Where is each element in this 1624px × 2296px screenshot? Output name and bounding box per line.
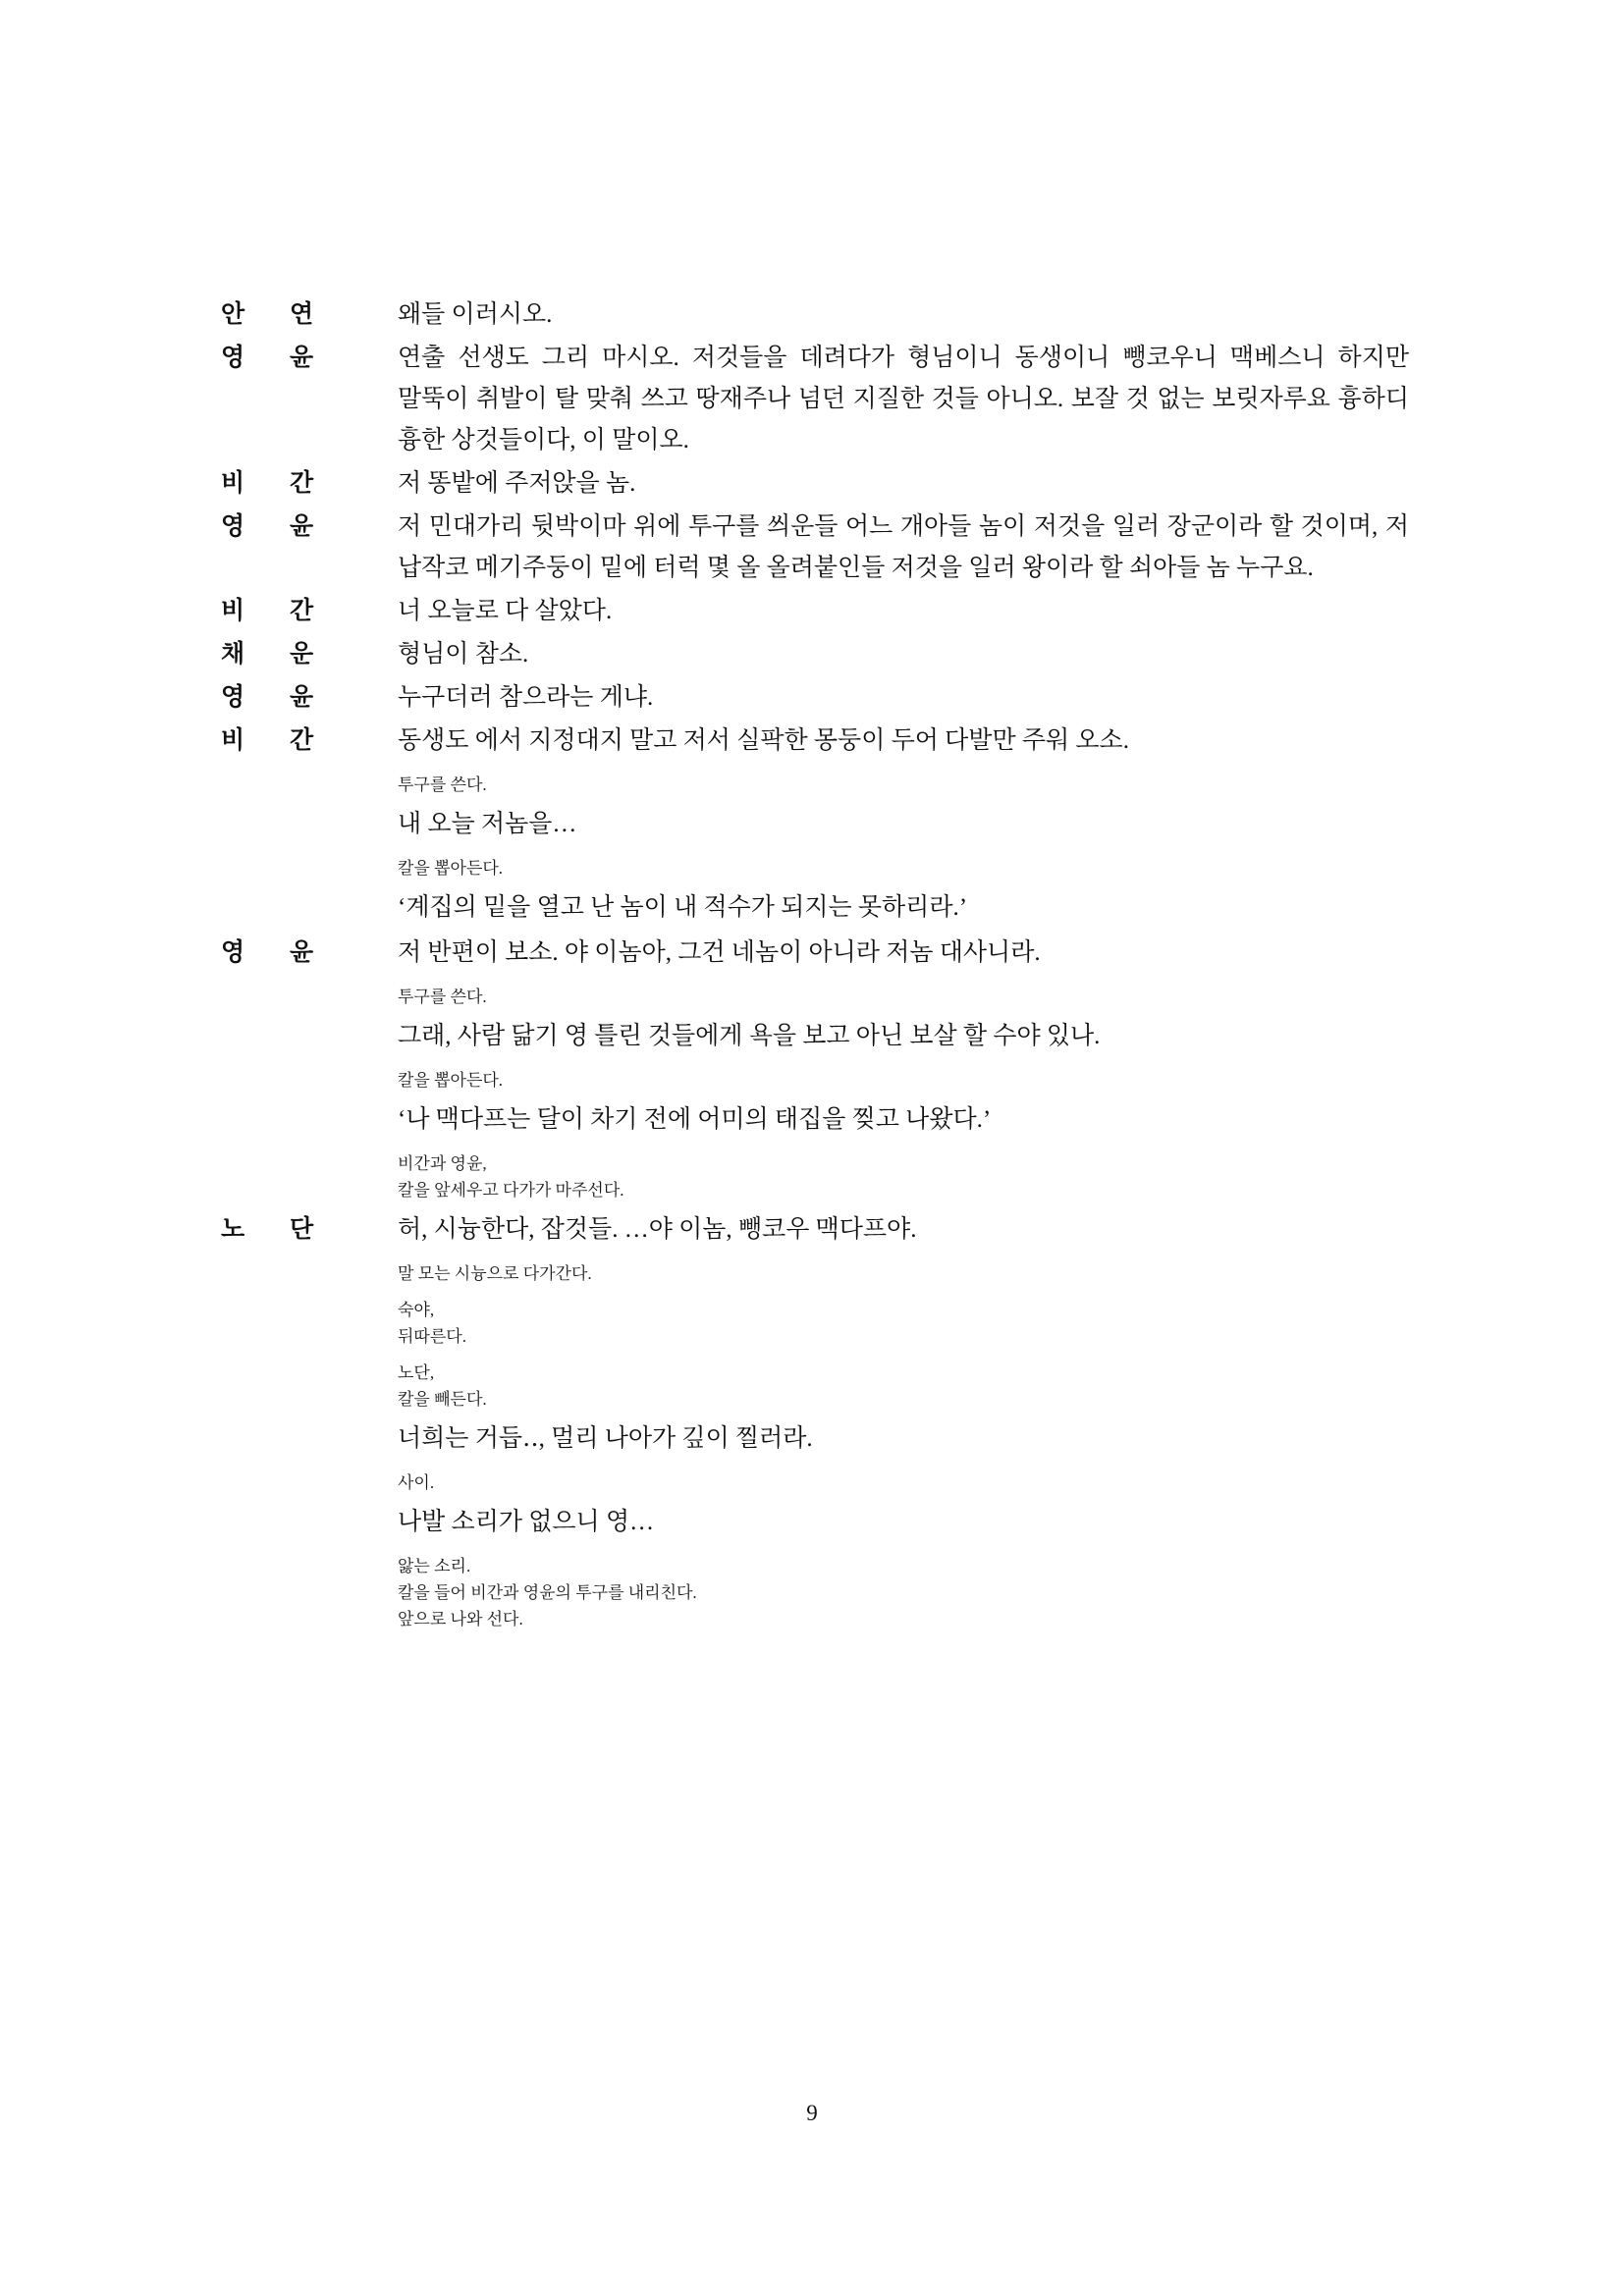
stage-direction [398,1360,1409,1413]
dialogue-text: 동생도 에서 지정대지 말고 저서 실팍한 몽둥이 두어 다발만 주워 오소. [398,727,1129,754]
dialogue-text: 저 똥밭에 주저앉을 놈. [398,470,636,497]
speaker-name [221,933,398,974]
speaker-syllable-2: 윤 [290,513,314,540]
dialogue-text: 허, 시늉한다, 잡것들. …야 이놈, 뺑코우 맥다프야. [398,1216,917,1243]
dialogue-text: 저 민대가리 뒷박이마 위에 투구를 씌운들 어느 개아들 놈이 저것을 일러 장군이라 할 것이며, 저 납작코 메기주둥이 밑에 터럭 몇 올 올려붙인들 저것을 일러 왕이라 할 쇠아들 놈 누구요. [398,513,1409,581]
dialogue-text: ‘계집의 밑을 열고 난 놈이 내 적수가 되지는 못하리라.’ [398,894,968,921]
stage-direction-line: 숙야, [398,1301,435,1319]
speaker-syllable-2: 운 [290,641,314,667]
stage-direction-line: 앞으로 나와 선다. [398,1610,523,1629]
dialogue-row [221,591,1409,632]
stage-direction [398,1297,1409,1350]
stage-direction-line: 칼을 뽑아든다. [398,859,504,878]
speaker-syllable-2: 윤 [290,345,314,371]
stage-direction-line: 칼을 앞세우고 다가가 마주선다. [398,1181,624,1200]
dialogue-text: 저 반편이 보소. 야 이놈아, 그건 네놈이 아니라 저놈 대사니라. [398,939,1041,966]
speaker-syllable-1: 비 [221,598,245,624]
speaker-syllable-1: 영 [221,684,245,711]
dialogue-row [221,463,1409,505]
stage-direction-line: 칼을 빼든다. [398,1390,487,1409]
speaker-syllable-2: 간 [290,598,314,624]
stage-direction [398,855,1409,881]
stage-direction-line: 말 모는 시늉으로 다가간다. [398,1264,592,1283]
speaker-syllable-1: 비 [221,470,245,497]
dialogue-row [221,721,1409,762]
speaker-syllable-1: 영 [221,939,245,966]
stage-direction [398,1067,1409,1094]
speaker-syllable-2: 연 [290,301,314,328]
dialogue-text: 누구더러 참으라는 게냐. [398,684,654,711]
stage-direction [398,772,1409,798]
stage-direction-line: 투구를 쓴다. [398,988,487,1006]
dialogue-row [221,338,1409,461]
script-body [221,294,1409,1638]
speaker-name [221,463,398,505]
stage-direction-line: 칼을 들어 비간과 영윤의 투구를 내리친다. [398,1583,697,1602]
speaker-name [221,338,398,379]
dialogue-row [221,294,1409,336]
dialogue-text: 그래, 사람 닮기 영 틀린 것들에게 욕을 보고 아닌 보살 할 수야 있나. [398,1023,1101,1049]
speaker-syllable-1: 영 [221,513,245,540]
dialogue-row [221,634,1409,675]
dialogue-text: 너희는 거듭‥, 멀리 나아가 깊이 찔러라. [398,1425,813,1452]
speaker-syllable-1: 노 [221,1216,245,1243]
stage-direction-line: 노단, [398,1363,435,1382]
stage-direction [398,1469,1409,1496]
speaker-name [221,1209,398,1251]
speaker-syllable-2: 윤 [290,684,314,711]
page-number: 9 [806,2101,818,2125]
dialogue-text: 나발 소리가 없으니 영… [398,1509,655,1535]
dialogue-row [221,933,1409,974]
stage-direction-line: 비간과 영윤, [398,1154,487,1173]
dialogue-text: 너 오늘로 다 살았다. [398,598,613,624]
stage-direction-line: 앓는 소리. [398,1557,471,1575]
speaker-syllable-1: 비 [221,727,245,754]
stage-direction-line: 사이. [398,1473,435,1492]
stage-direction-line: 투구를 쓴다. [398,775,487,794]
dialogue-text: 왜들 이러시오. [398,301,553,328]
stage-direction [398,1260,1409,1287]
speaker-syllable-2: 간 [290,727,314,754]
speaker-name [221,294,398,336]
speaker-name [221,507,398,548]
stage-direction [398,1553,1409,1632]
dialogue-text: ‘나 맥다프는 달이 차기 전에 어미의 태집을 찢고 나왔다.’ [398,1106,992,1133]
dialogue-row [221,677,1409,719]
stage-direction [398,984,1409,1010]
dialogue-text: 내 오늘 저놈을… [398,811,577,837]
speaker-syllable-2: 간 [290,470,314,497]
speaker-syllable-2: 단 [290,1216,314,1243]
dialogue-row [221,507,1409,589]
speaker-name [221,591,398,632]
speaker-syllable-1: 채 [221,641,245,667]
dialogue-text: 형님이 참소. [398,641,529,667]
speaker-syllable-1: 안 [221,301,245,328]
stage-direction [398,1150,1409,1203]
speaker-name [221,677,398,719]
speaker-syllable-1: 영 [221,345,245,371]
speaker-name [221,634,398,675]
speaker-name [221,721,398,762]
stage-direction-line: 뒤따른다. [398,1327,466,1346]
dialogue-text: 연출 선생도 그리 마시오. 저것들을 데려다가 형님이니 동생이니 뺑코우니 맥베스니 하지만 말뚝이 취발이 탈 맞춰 쓰고 땅재주나 넘던 지질한 것들 아니오. 보잘 것 없는 보릿자루요 흉하디 흉한 상것들이다, 이 말이오. [398,345,1409,454]
stage-direction-line: 칼을 뽑아든다. [398,1071,504,1090]
speaker-syllable-2: 윤 [290,939,314,966]
dialogue-row [221,1209,1409,1251]
